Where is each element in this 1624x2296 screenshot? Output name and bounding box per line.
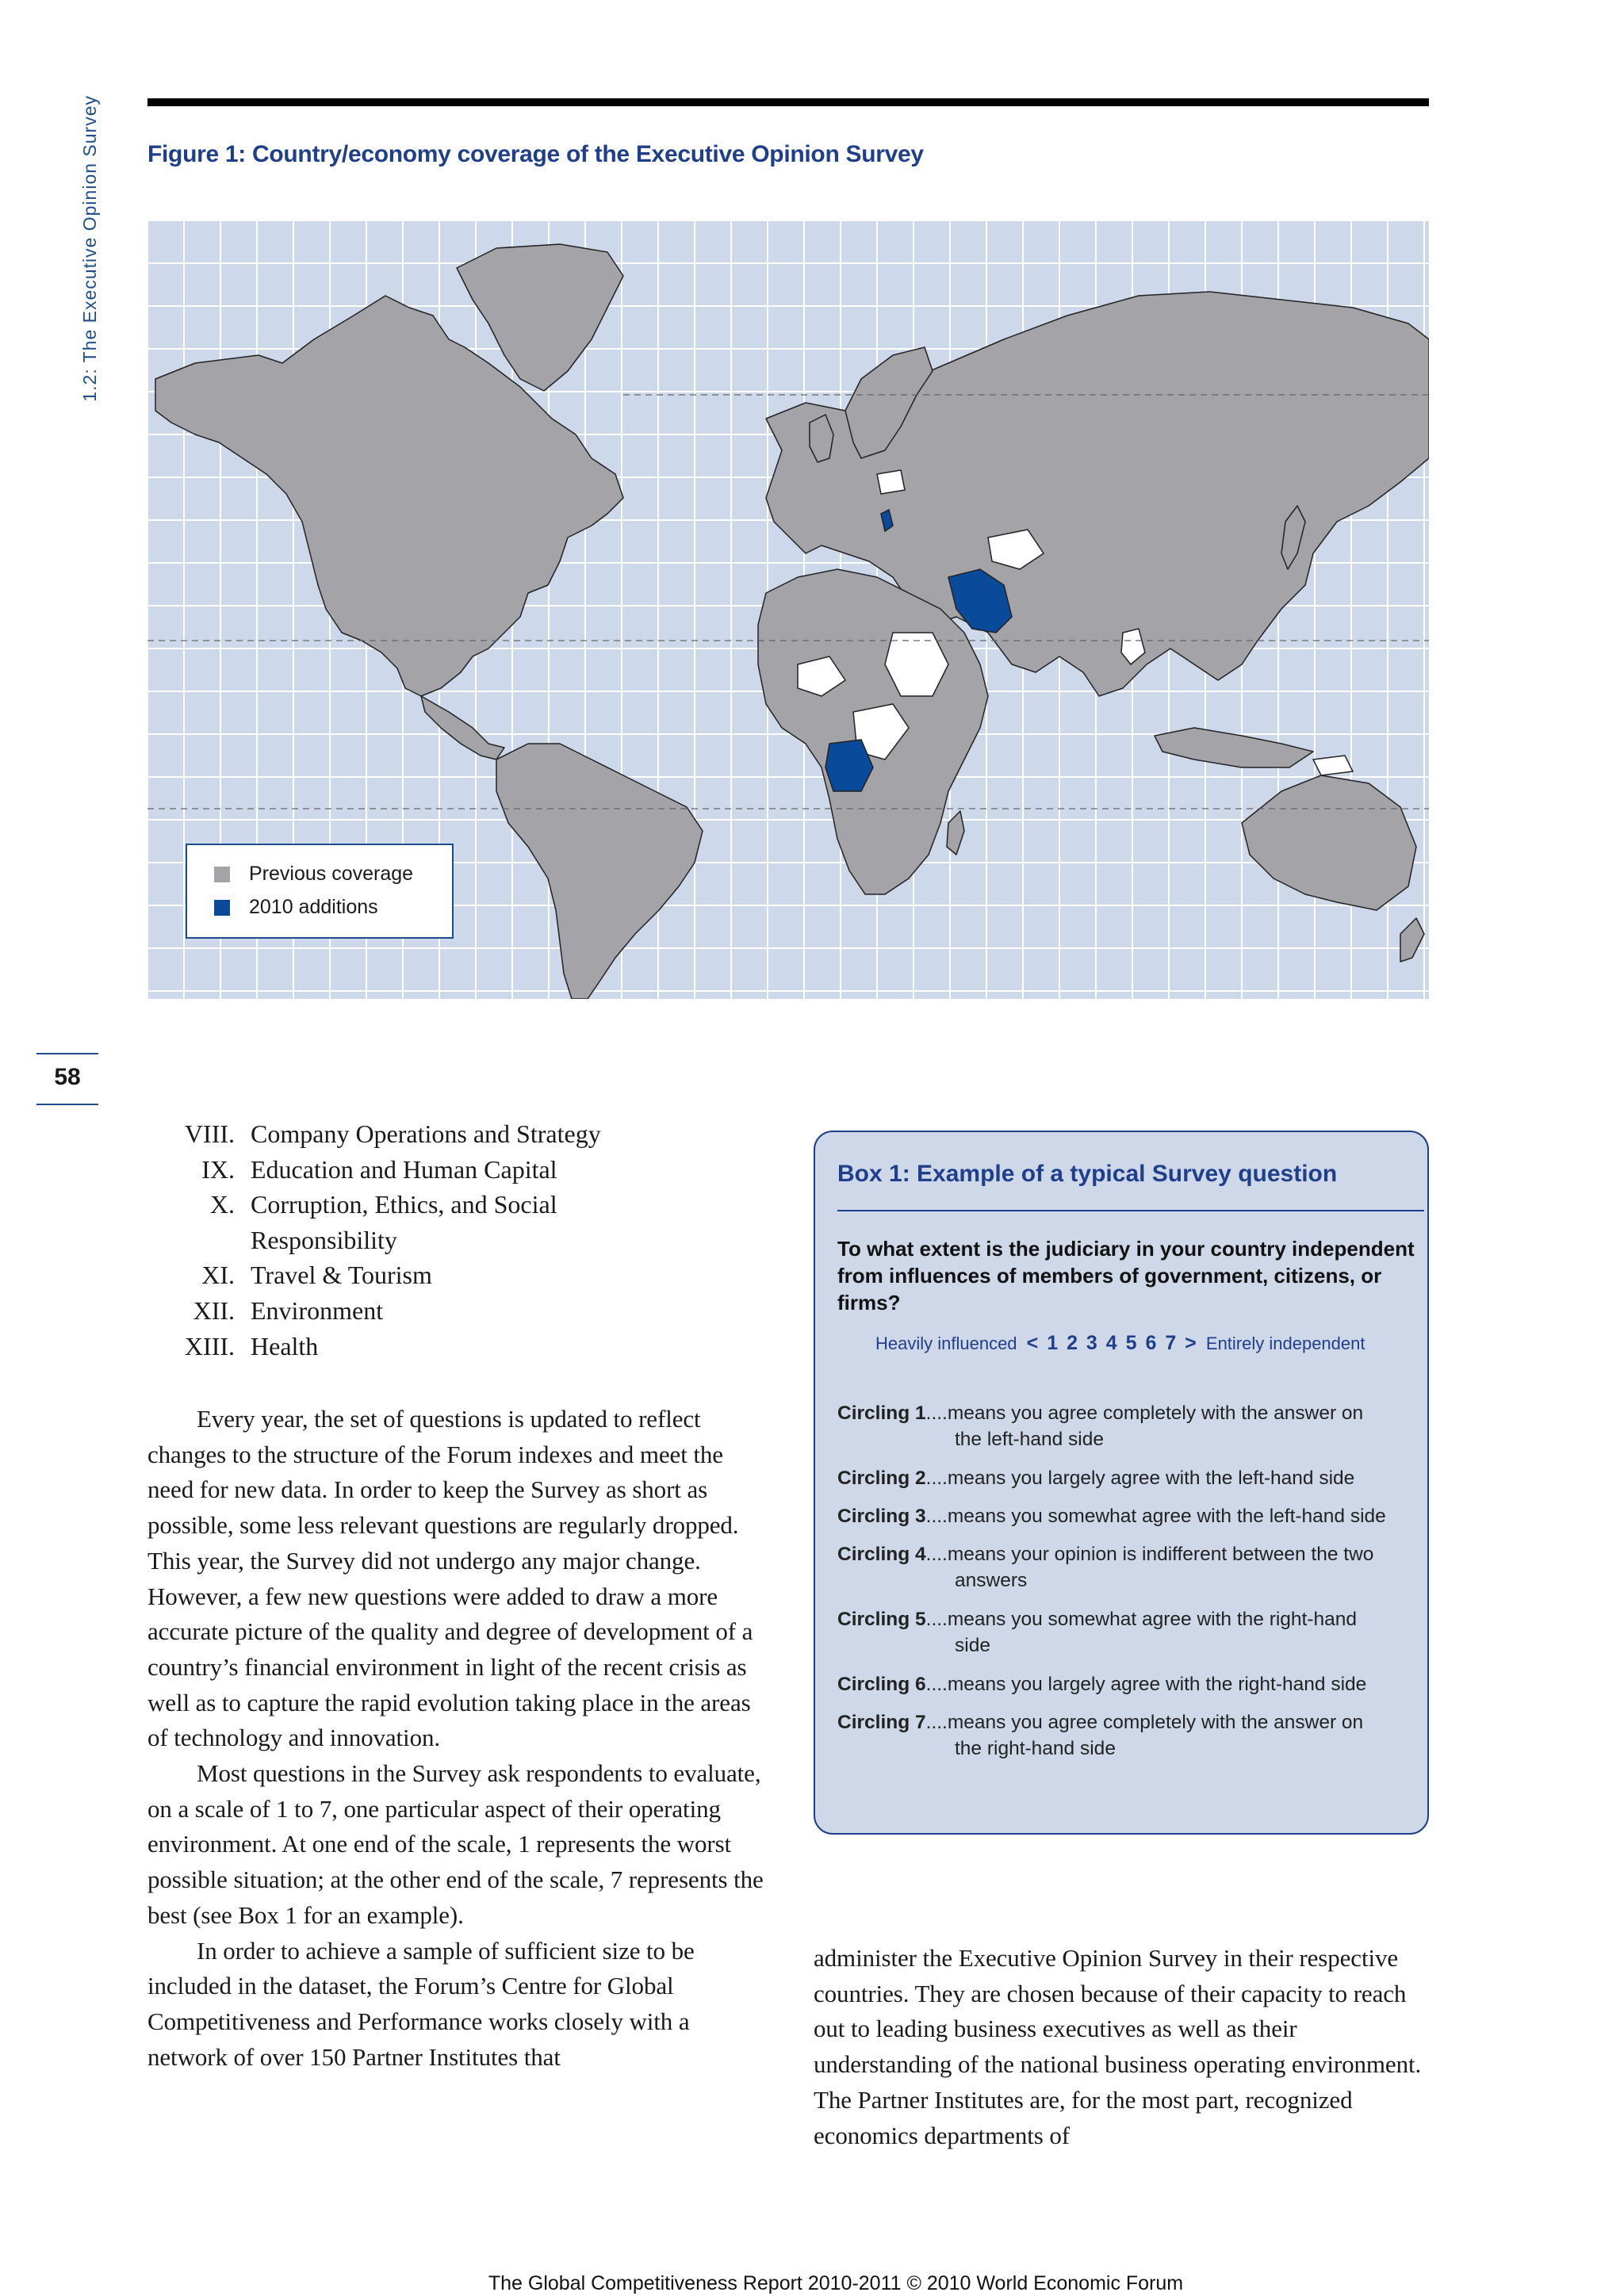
pillar-item: XIII. Health [184,1331,319,1360]
body-right-column [814,1941,1432,2153]
example-question-box [814,1131,1429,1835]
pillar-item: IX. Education and Human Capital [201,1154,557,1184]
map-legend [186,844,454,939]
uncovered-png [1313,756,1353,775]
page-number-rule-bottom [36,1104,98,1105]
uncovered-belarus [877,470,905,494]
header-rule [147,98,1429,106]
scale-right-label: Entirely independent [1205,1334,1365,1353]
circling-item: Circling 5....means you somewhat agree with the right-hand side [837,1609,1358,1656]
scale-numbers: < 1 2 3 4 5 6 7 > [1026,1332,1197,1354]
box-question: To what extent is the judiciary in your country independent from influences of members of government, citizens, or firms? [837,1237,1415,1314]
pillar-item: XII. Environment [193,1295,384,1325]
page-number-rule-top [36,1053,98,1054]
legend-swatch-additions [214,900,230,916]
pillar-item: VIII. Company Operations and Strategy [184,1119,601,1148]
circling-item: Circling 7....means you agree completely with the answer on the right-hand side [837,1712,1364,1759]
box-title: Box 1: Example of a typical Survey question [837,1161,1338,1187]
circling-item: Circling 1....means you agree completely with the answer on the left-hand side [837,1402,1364,1450]
page-number: 58 [54,1064,81,1090]
figure-title: Figure 1: Country/economy coverage of the Executive Opinion Survey [147,141,924,167]
circling-item: Circling 6....means you largely agree with the right-hand side [837,1674,1367,1695]
paragraph-2: Most questions in the Survey ask respondents to evaluate, on a scale of 1 to 7, one particular aspect of their operating environment. At one end of the scale, 1 represents the worst possible situation; at the other end of the scale, 7 represents the best (see Box 1 for an example). [147,1759,764,1929]
paragraph-3: In order to achieve a sample of sufficient size to be included in the dataset, the Forum’s Centre for Global Competitiveness and Performance works closely with a network of over 150 Partner Institutes that [147,1936,695,2071]
box-rule [837,1210,1424,1211]
legend-swatch-previous [214,867,230,882]
body-left-column [147,1402,774,2075]
scale-left-label: Heavily influenced [875,1334,1017,1353]
page-footer: The Global Competitiveness Report 2010-2011 © 2010 World Economic Forum [488,2272,1184,2294]
circling-item: Circling 3....means you somewhat agree with the left-hand side [837,1506,1386,1527]
legend-row-additions [214,896,378,919]
circling-item: Circling 2....means you largely agree with the left-hand side [837,1468,1355,1489]
circling-item: Circling 4....means your opinion is indifferent between the two answers [837,1544,1374,1591]
legend-label-previous: Previous coverage [249,863,414,885]
answer-scale [875,1332,1365,1355]
pillar-item: X. Corruption, Ethics, and Social Responsibility [209,1190,557,1254]
pillar-item: XI. Travel & Tourism [201,1261,432,1290]
paragraph-4: administer the Executive Opinion Survey in their respective countries. They are chosen because of their capacity to reach out to leading business executives as well as their understanding of the national business operating environment. The Partner Institutes are, for the most part, recognized economics departments of [814,1944,1422,2149]
pillar-list [147,1116,663,1364]
legend-label-additions: 2010 additions [249,896,378,918]
legend-row-previous [214,863,413,886]
paragraph-1: Every year, the set of questions is updated to reflect changes to the structure of the Forum indexes and meet the need for new data. In order to keep the Survey as short as possible, some less relevant questions are regularly dropped. This year, the Survey did not undergo any major change. However, a few new questions were added to draw a more accurate picture of the quality and degree of development of a country’s financial environment in light of the recent crisis as well as to capture the rapid evolution taking place in the areas of technology and innovation. [147,1405,753,1752]
section-label: 1.2: The Executive Opinion Survey [79,95,100,402]
